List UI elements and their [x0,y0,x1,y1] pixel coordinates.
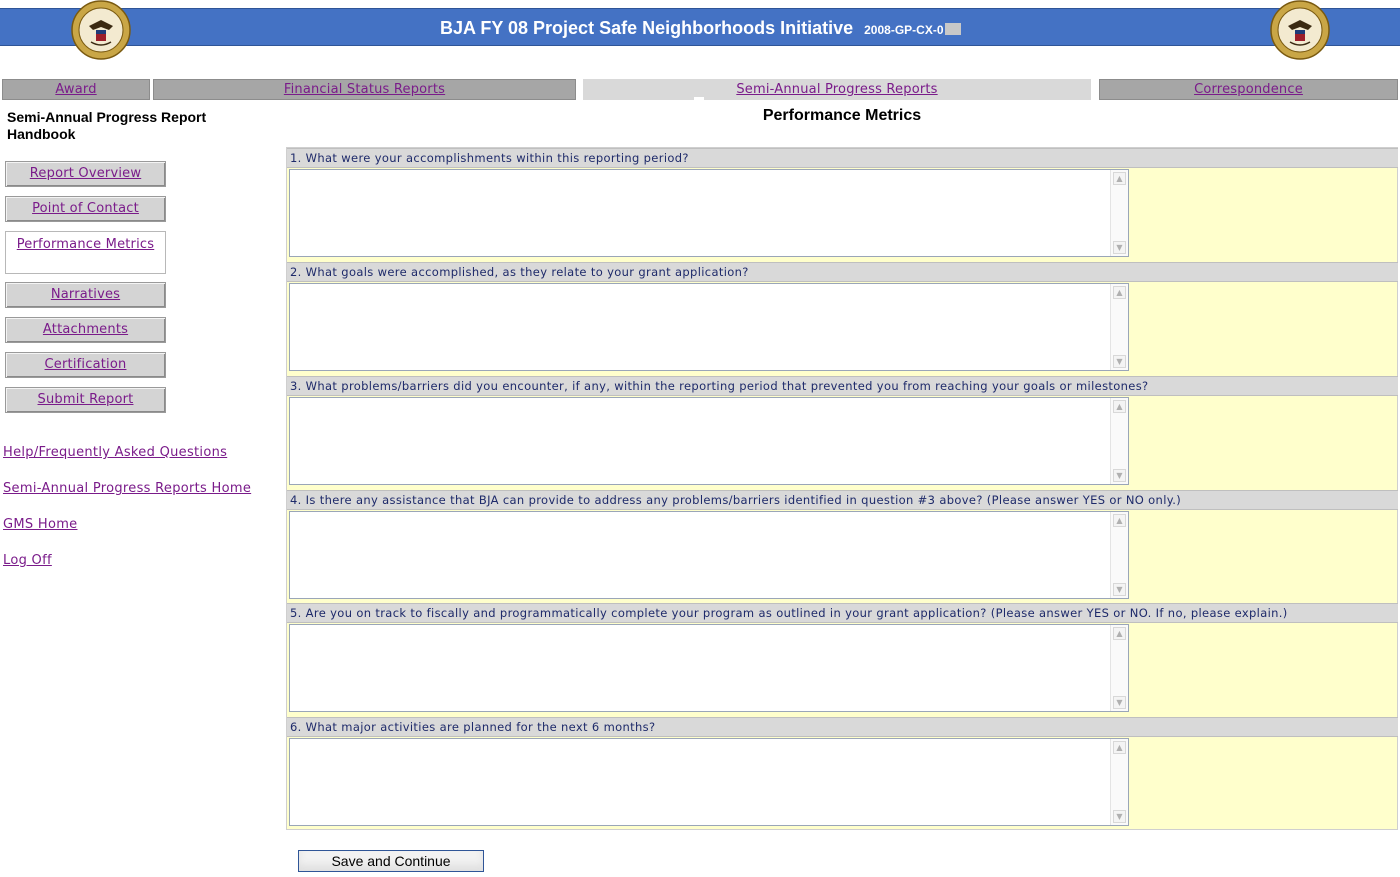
progress-reports-home-link[interactable]: Semi-Annual Progress Reports Home [3,481,252,496]
question-5-label: 5. Are you on track to fiscally and programmatically complete your program as outlined in your grant application? (Please answer YES or NO. If no, please explain.) [287,603,1398,623]
question-3-box [289,397,1129,485]
scroll-up-icon[interactable]: ▲ [1113,627,1126,640]
question-2-scrollbar[interactable] [1110,284,1128,370]
question-3-answer[interactable] [290,398,1110,484]
sidebar-item-attachments[interactable]: Attachments [5,317,166,343]
tab-financial-status-reports[interactable]: Financial Status Reports [153,79,576,100]
question-1-scrollbar[interactable] [1110,170,1128,256]
help-faq-link[interactable]: Help/Frequently Asked Questions [3,445,228,460]
scroll-down-icon[interactable]: ▼ [1113,583,1126,596]
sidebar-item-point-of-contact[interactable]: Point of Contact [5,196,166,222]
gms-home-link[interactable]: GMS Home [3,517,78,532]
question-3-scrollbar[interactable] [1110,398,1128,484]
handbook-title: Semi-Annual Progress Report Handbook [7,109,207,142]
question-4-scrollbar[interactable] [1110,512,1128,598]
award-number: 2008-GP-CX-0 [864,23,960,37]
question-2-answer[interactable] [290,284,1110,370]
doj-seal-icon [69,0,133,60]
tab-divider [694,97,704,103]
question-5-scrollbar[interactable] [1110,625,1128,711]
scroll-up-icon[interactable]: ▲ [1113,514,1126,527]
question-1-box [289,169,1129,257]
page-title: Performance Metrics [762,107,922,124]
scroll-down-icon[interactable]: ▼ [1113,355,1126,368]
log-off-link[interactable]: Log Off [3,553,52,568]
question-1-label: 1. What were your accomplishments within this reporting period? [287,148,1398,168]
question-6-box [289,738,1129,826]
sidebar-item-narratives[interactable]: Narratives [5,282,166,308]
scroll-down-icon[interactable]: ▼ [1113,241,1126,254]
tab-correspondence[interactable]: Correspondence [1099,79,1398,100]
redaction-block [945,23,961,35]
question-6-scrollbar[interactable] [1110,739,1128,825]
sidebar-item-submit-report[interactable]: Submit Report [5,387,166,413]
question-4-box [289,511,1129,599]
header-bar [0,8,1400,46]
scroll-up-icon[interactable]: ▲ [1113,286,1126,299]
question-6-answer[interactable] [290,739,1110,825]
scroll-down-icon[interactable]: ▼ [1113,469,1126,482]
scroll-down-icon[interactable]: ▼ [1113,810,1126,823]
program-title: BJA FY 08 Project Safe Neighborhoods Initiative [440,18,854,38]
question-1-answer[interactable] [290,170,1110,256]
question-6-label: 6. What major activities are planned for the next 6 months? [287,717,1398,737]
scroll-up-icon[interactable]: ▲ [1113,400,1126,413]
scroll-up-icon[interactable]: ▲ [1113,172,1126,185]
question-4-answer[interactable] [290,512,1110,598]
question-2-label: 2. What goals were accomplished, as they relate to your grant application? [287,262,1398,282]
scroll-down-icon[interactable]: ▼ [1113,696,1126,709]
doj-seal-icon [1268,0,1332,60]
page-header-title [440,18,961,39]
tab-award[interactable]: Award [2,79,150,100]
question-5-box [289,624,1129,712]
question-4-label: 4. Is there any assistance that BJA can provide to address any problems/barriers identified in question #3 above? (Please answer YES or NO only.) [287,490,1398,510]
question-5-answer[interactable] [290,625,1110,711]
tab-semi-annual-progress-reports[interactable]: Semi-Annual Progress Reports [583,79,1091,100]
save-and-continue-button[interactable]: Save and Continue [298,850,484,872]
scroll-up-icon[interactable]: ▲ [1113,741,1126,754]
question-2-box [289,283,1129,371]
sidebar-item-performance-metrics[interactable]: Performance Metrics [5,231,166,274]
question-3-label: 3. What problems/barriers did you encounter, if any, within the reporting period that prevented you from reaching your goals or milestones? [287,376,1398,396]
sidebar-item-certification[interactable]: Certification [5,352,166,378]
sidebar-item-report-overview[interactable]: Report Overview [5,161,166,187]
